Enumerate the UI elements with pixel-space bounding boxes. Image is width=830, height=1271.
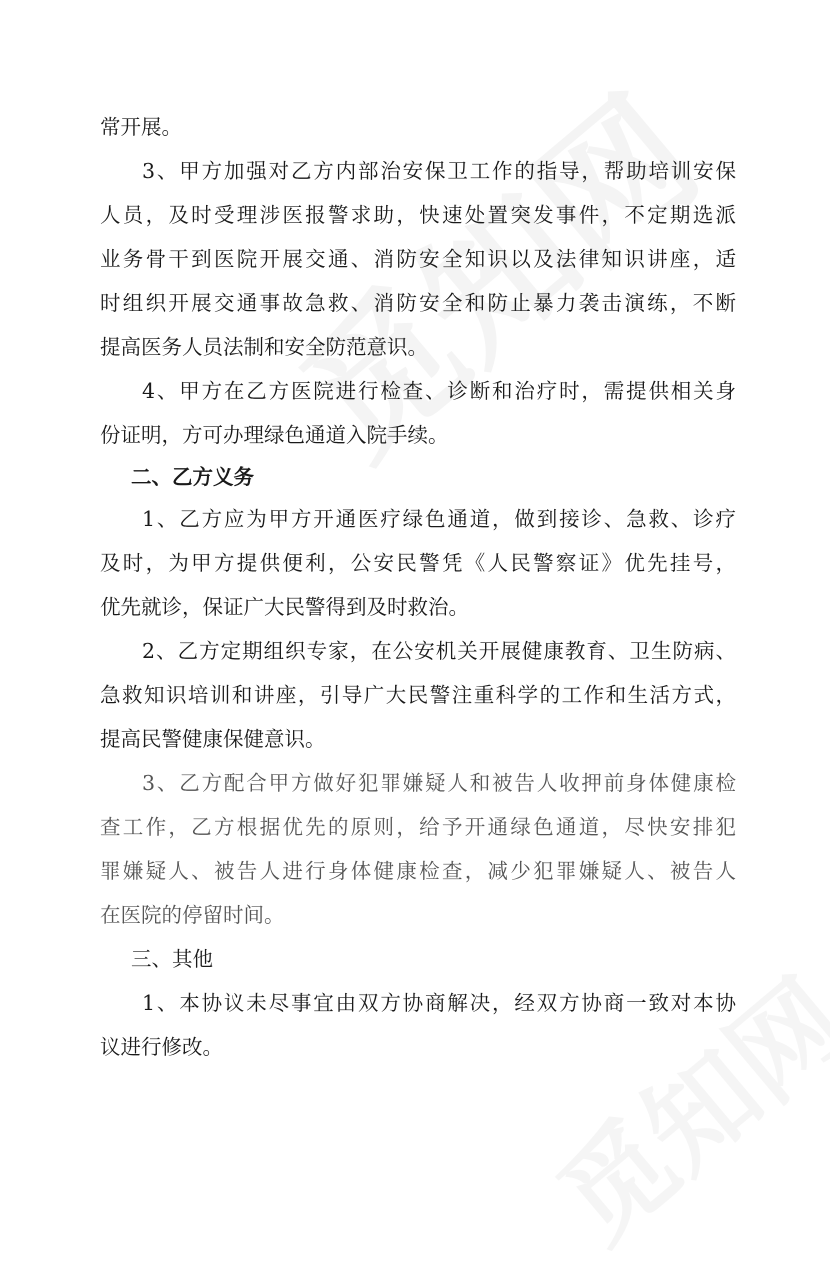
section-heading-3: 三、其他 (131, 947, 213, 971)
c1-line-1: 1、本协议未尽事宜由双方协商解决，经双方协商一致对本协 (142, 991, 736, 1015)
p3-line-3: 业务骨干到医院开展交通、消防安全知识以及法律知识讲座，适 (100, 247, 736, 271)
p3-line-1: 3、甲方加强对乙方内部治安保卫工作的指导，帮助培训安保 (142, 159, 736, 183)
section-heading-2: 二、乙方义务 (131, 465, 254, 489)
b3-line-3: 罪嫌疑人、被告人进行身体健康检查，减少犯罪嫌疑人、被告人 (100, 859, 736, 883)
p3-line-2: 人员，及时受理涉医报警求助，快速处置突发事件，不定期选派 (100, 203, 736, 227)
b2-line-3: 提高民警健康保健意识。 (100, 727, 326, 751)
c1-line-2: 议进行修改。 (100, 1035, 223, 1059)
b2-line-2: 急救知识培训和讲座，引导广大民警注重科学的工作和生活方式， (100, 683, 736, 707)
b3-line-4: 在医院的停留时间。 (100, 903, 285, 927)
b1-line-3: 优先就诊，保证广大民警得到及时救治。 (100, 595, 469, 619)
b3-line-2: 查工作，乙方根据优先的原则，给予开通绿色通道，尽快安排犯 (100, 815, 736, 839)
p3-line-5: 提高医务人员法制和安全防范意识。 (100, 335, 428, 359)
p3-line-4: 时组织开展交通事故急救、消防安全和防止暴力袭击演练，不断 (100, 291, 736, 315)
watermark-bottom (520, 938, 830, 1271)
b1-line-2: 及时，为甲方提供便利，公安民警凭《人民警察证》优先挂号， (100, 551, 736, 575)
intro-tail: 常开展。 (100, 115, 182, 139)
b1-line-1: 1、乙方应为甲方开通医疗绿色通道，做到接诊、急救、诊疗 (142, 507, 736, 531)
p4-line-1: 4、甲方在乙方医院进行检查、诊断和治疗时，需提供相关身 (142, 379, 736, 403)
b2-line-1: 2、乙方定期组织专家，在公安机关开展健康教育、卫生防病、 (142, 639, 736, 663)
p4-line-2: 份证明，方可办理绿色通道入院手续。 (100, 423, 449, 447)
b3-line-1: 3、乙方配合甲方做好犯罪嫌疑人和被告人收押前身体健康检 (142, 771, 736, 795)
